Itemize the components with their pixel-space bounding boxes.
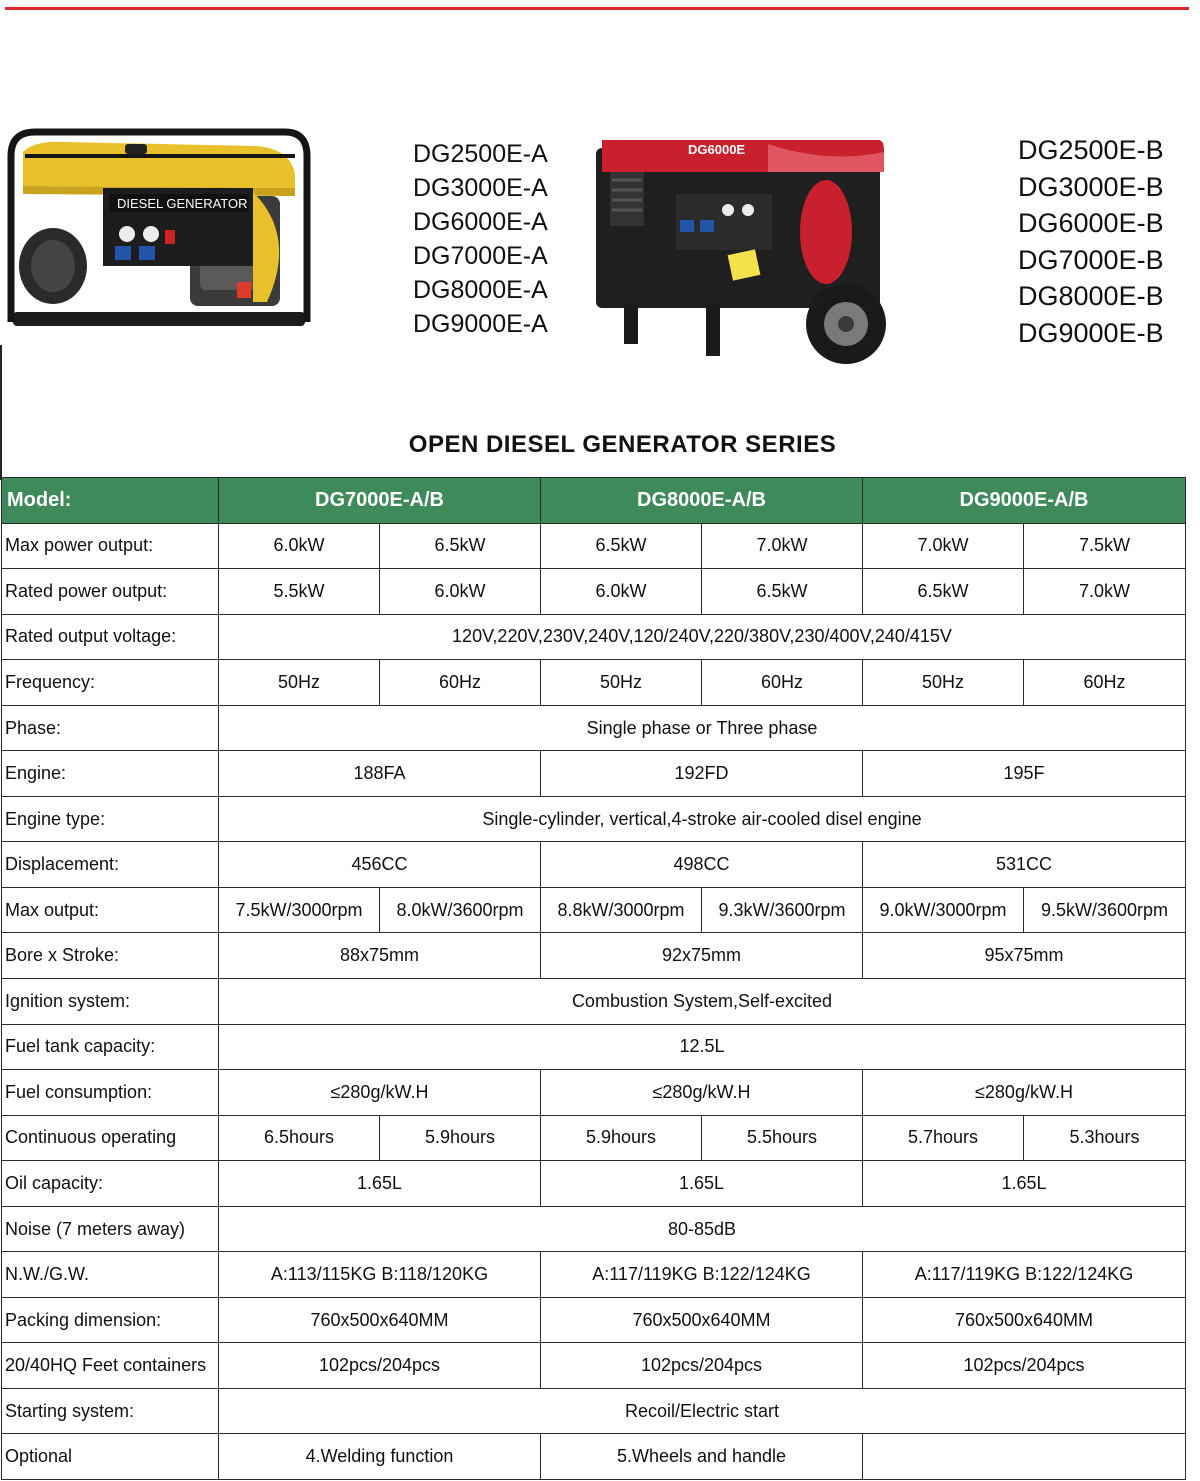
table-row [2,751,1186,797]
table-cell: 7.0kW [863,523,1024,569]
table-cell: 760x500x640MM [219,1297,541,1343]
table-cell: 195F [863,751,1186,797]
table-row [2,1024,1186,1070]
table-cell: 9.5kW/3600rpm [1024,887,1186,933]
table-cell: 5.3hours [1024,1115,1186,1161]
table-row [2,660,1186,706]
table-cell: A:117/119KG B:122/124KG [863,1252,1186,1298]
table-cell [863,1434,1186,1480]
table-cell: 102pcs/204pcs [541,1343,863,1389]
table-cell: 456CC [219,842,541,888]
header-model-cell: DG9000E-A/B [863,478,1186,524]
model-a-item: DG7000E-A [413,242,548,270]
table-cell: 50Hz [863,660,1024,706]
model-a-item: DG6000E-A [413,208,548,236]
table-cell: 1.65L [541,1161,863,1207]
table-row [2,933,1186,979]
table-cell: 6.5kW [863,569,1024,615]
table-cell: 5.5kW [219,569,380,615]
table-cell: 9.3kW/3600rpm [702,887,863,933]
row-label-cell: Displacement: [2,842,219,888]
table-cell: ≤280g/kW.H [541,1070,863,1116]
table-cell: 4.Welding function [219,1434,541,1480]
table-cell: 6.0kW [380,569,541,615]
row-label-cell: Oil capacity: [2,1161,219,1207]
table-cell: 1.65L [863,1161,1186,1207]
table-cell: 6.5kW [541,523,702,569]
model-b-item: DG9000E-B [1018,317,1164,348]
model-b-item: DG8000E-B [1018,281,1164,311]
model-b-item: DG7000E-B [1018,244,1164,275]
table-cell: 8.0kW/3600rpm [380,887,541,933]
table-row [2,1206,1186,1252]
generator-a-image [5,126,313,346]
model-a-item: DG3000E-A [413,174,548,202]
table-cell: 95x75mm [863,933,1186,979]
table-cell: 9.0kW/3000rpm [863,887,1024,933]
table-cell: ≤280g/kW.H [863,1070,1186,1116]
table-cell: 102pcs/204pcs [219,1343,541,1389]
left-border-line [0,345,2,480]
table-cell: 60Hz [702,660,863,706]
table-row [2,1252,1186,1298]
table-cell: 120V,220V,230V,240V,120/240V,220/380V,230/400V,240/415V [219,614,1186,660]
generator-b-panel-text: DG6000E [688,142,746,157]
table-cell: 50Hz [541,660,702,706]
row-label-cell: Fuel consumption: [2,1070,219,1116]
table-cell: Single-cylinder, vertical,4-stroke air-cooled disel engine [219,796,1186,842]
row-label-cell: Phase: [2,705,219,751]
row-label-cell: N.W./G.W. [2,1252,219,1298]
row-label-cell: Rated output voltage: [2,614,219,660]
table-cell: 60Hz [380,660,541,706]
table-row [2,1388,1186,1434]
header-model-cell: DG7000E-A/B [219,478,541,524]
table-row [2,979,1186,1025]
table-row [2,1297,1186,1343]
table-cell: 12.5L [219,1024,1186,1070]
table-cell: 50Hz [219,660,380,706]
spec-table [1,477,1186,1480]
table-cell: 5.9hours [380,1115,541,1161]
models-a-list [413,137,548,341]
table-row [2,796,1186,842]
table-cell: 5.9hours [541,1115,702,1161]
table-row [2,1070,1186,1116]
table-cell: 6.5kW [380,523,541,569]
table-row [2,569,1186,615]
generator-a-panel-text: DIESEL GENERATOR [117,196,248,211]
row-label-cell: Continuous operating [2,1115,219,1161]
top-red-rule [5,7,1189,10]
row-label-cell: Engine type: [2,796,219,842]
table-row [2,614,1186,660]
table-cell: 5.7hours [863,1115,1024,1161]
model-a-item: DG2500E-A [413,140,548,168]
table-cell: 531CC [863,842,1186,888]
table-cell: 6.5hours [219,1115,380,1161]
table-row [2,887,1186,933]
model-b-item: DG6000E-B [1018,208,1164,238]
table-cell: 192FD [541,751,863,797]
models-b-list [1018,132,1164,351]
table-cell: 6.0kW [541,569,702,615]
row-label-cell: 20/40HQ Feet containers [2,1343,219,1389]
table-header-row [2,478,1186,524]
table-cell: 5.Wheels and handle [541,1434,863,1480]
table-cell: 760x500x640MM [863,1297,1186,1343]
table-cell: Recoil/Electric start [219,1388,1186,1434]
table-cell: A:117/119KG B:122/124KG [541,1252,863,1298]
table-cell: 6.0kW [219,523,380,569]
row-label-cell: Engine: [2,751,219,797]
table-cell: ≤280g/kW.H [219,1070,541,1116]
table-cell: 6.5kW [702,569,863,615]
table-row [2,1161,1186,1207]
model-b-item: DG3000E-B [1018,171,1164,202]
table-row [2,1434,1186,1480]
model-b-item: DG2500E-B [1018,135,1164,165]
row-label-cell: Optional [2,1434,219,1480]
row-label-cell: Max power output: [2,523,219,569]
header-model-cell: DG8000E-A/B [541,478,863,524]
row-label-cell: Max output: [2,887,219,933]
model-a-item: DG8000E-A [413,276,548,304]
table-cell: Single phase or Three phase [219,705,1186,751]
row-label-cell: Ignition system: [2,979,219,1025]
table-cell: 60Hz [1024,660,1186,706]
table-cell: 102pcs/204pcs [863,1343,1186,1389]
table-row [2,1343,1186,1389]
header-label-cell: Model: [2,478,219,524]
row-label-cell: Fuel tank capacity: [2,1024,219,1070]
table-cell: 498CC [541,842,863,888]
row-label-cell: Bore x Stroke: [2,933,219,979]
row-label-cell: Noise (7 meters away) [2,1206,219,1252]
table-cell: A:113/115KG B:118/120KG [219,1252,541,1298]
table-cell: Combustion System,Self-excited [219,979,1186,1025]
table-cell: 7.5kW [1024,523,1186,569]
table-cell: 1.65L [219,1161,541,1207]
table-cell: 7.0kW [702,523,863,569]
table-cell: 80-85dB [219,1206,1186,1252]
table-cell: 7.5kW/3000rpm [219,887,380,933]
series-title: OPEN DIESEL GENERATOR SERIES [408,431,837,458]
spec-table-body [2,478,1186,1480]
table-cell: 8.8kW/3000rpm [541,887,702,933]
table-row [2,705,1186,751]
generator-b-image [588,128,900,364]
table-cell: 188FA [219,751,541,797]
table-cell: 7.0kW [1024,569,1186,615]
model-a-item: DG9000E-A [413,310,548,338]
row-label-cell: Packing dimension: [2,1297,219,1343]
row-label-cell: Frequency: [2,660,219,706]
table-cell: 5.5hours [702,1115,863,1161]
row-label-cell: Starting system: [2,1388,219,1434]
table-cell: 760x500x640MM [541,1297,863,1343]
table-row [2,523,1186,569]
table-cell: 88x75mm [219,933,541,979]
row-label-cell: Rated power output: [2,569,219,615]
table-row [2,1115,1186,1161]
table-row [2,842,1186,888]
table-cell: 92x75mm [541,933,863,979]
